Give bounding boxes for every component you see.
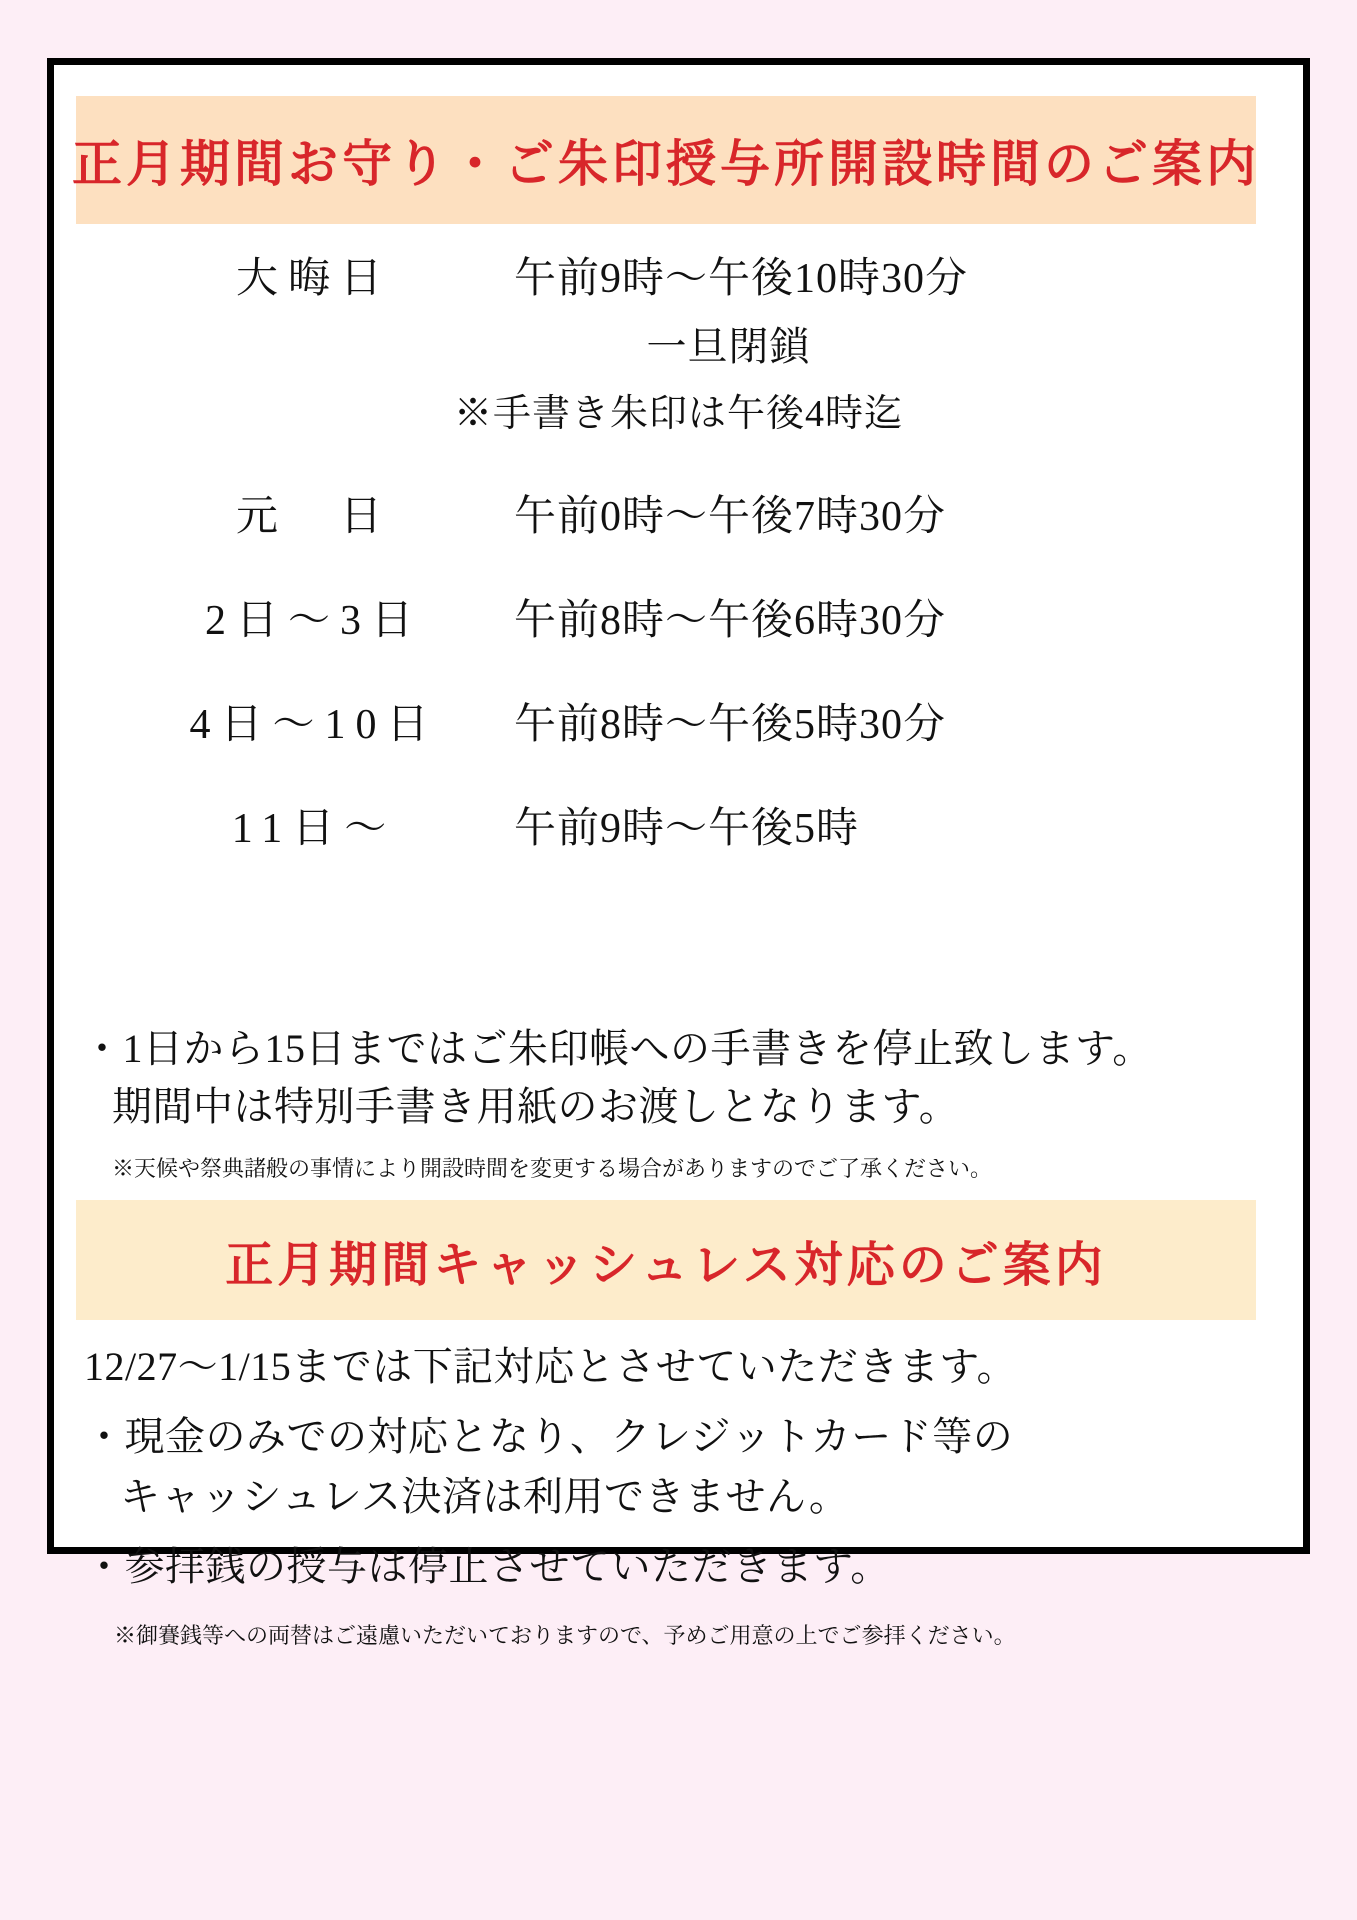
schedule-time: 午前9時～午後5時	[514, 806, 860, 852]
schedule-day: 4日～10日	[189, 702, 439, 748]
schedule-time: 午前8時～午後5時30分	[514, 702, 947, 748]
poster-card	[47, 58, 1310, 1648]
schedule-table	[54, 245, 1303, 865]
schedule-day: 大晦日	[235, 256, 392, 302]
spacer	[54, 761, 1303, 795]
section2-content	[54, 1337, 1303, 1650]
section2-item-2: ・参拝銭の授与は停止させていただきます。	[84, 1544, 891, 1589]
section2-item1-line2: キャッシュレス決済は利用できません。	[120, 1474, 850, 1519]
schedule-time: 午前9時～午後10時30分	[514, 256, 969, 302]
schedule-row	[54, 245, 1303, 305]
section1-note-paragraph	[82, 1020, 1275, 1136]
schedule-day: 2日～3日	[204, 598, 423, 644]
section2-item1-line1: ・現金のみでの対応となり、クレジットカード等の	[84, 1414, 1014, 1459]
section2-note-small: ※御賽銭等への両替はご遠慮いただいておりますので、予めご用意の上でご参拝ください。	[114, 1623, 1016, 1648]
section1-heading-text: 正月期間お守り・ご朱印授与所開設時間のご案内	[72, 136, 1260, 192]
schedule-note-closure: 一旦閉鎖	[646, 324, 811, 369]
schedule-time: 午前8時～午後6時30分	[514, 598, 947, 644]
section2-heading-text: 正月期間キャッシュレス対応のご案内	[225, 1238, 1107, 1292]
spacer	[54, 553, 1303, 587]
schedule-time: 午前0時～午後7時30分	[514, 494, 947, 540]
schedule-note-handwritten: ※手書き朱印は午後4時迄	[453, 393, 903, 435]
schedule-row	[54, 587, 1303, 647]
section1-note-line1: ・1日から15日まではご朱印帳への手書きを停止致します。	[82, 1026, 1153, 1071]
section1-note-small: ※天候や祭典諸般の事情により開設時間を変更する場合がありますのでご了承ください。	[112, 1156, 993, 1181]
schedule-row	[54, 483, 1303, 543]
section1-notes	[54, 1020, 1303, 1183]
section1-heading-band	[72, 96, 1260, 224]
spacer	[54, 437, 1303, 483]
spacer	[54, 657, 1303, 691]
schedule-day: 元 日	[235, 494, 392, 540]
schedule-row	[54, 691, 1303, 751]
section2-heading-band	[76, 1200, 1256, 1320]
section2-item-1	[84, 1407, 1273, 1527]
schedule-day: 11日～	[231, 806, 397, 852]
poster-inner	[54, 65, 1303, 1648]
schedule-row	[54, 795, 1303, 855]
section1-note-line2: 期間中は特別手書き用紙のお渡しとなります。	[112, 1084, 960, 1129]
section2-intro: 12/27～1/15までは下記対応とさせていただきます。	[84, 1344, 1018, 1389]
